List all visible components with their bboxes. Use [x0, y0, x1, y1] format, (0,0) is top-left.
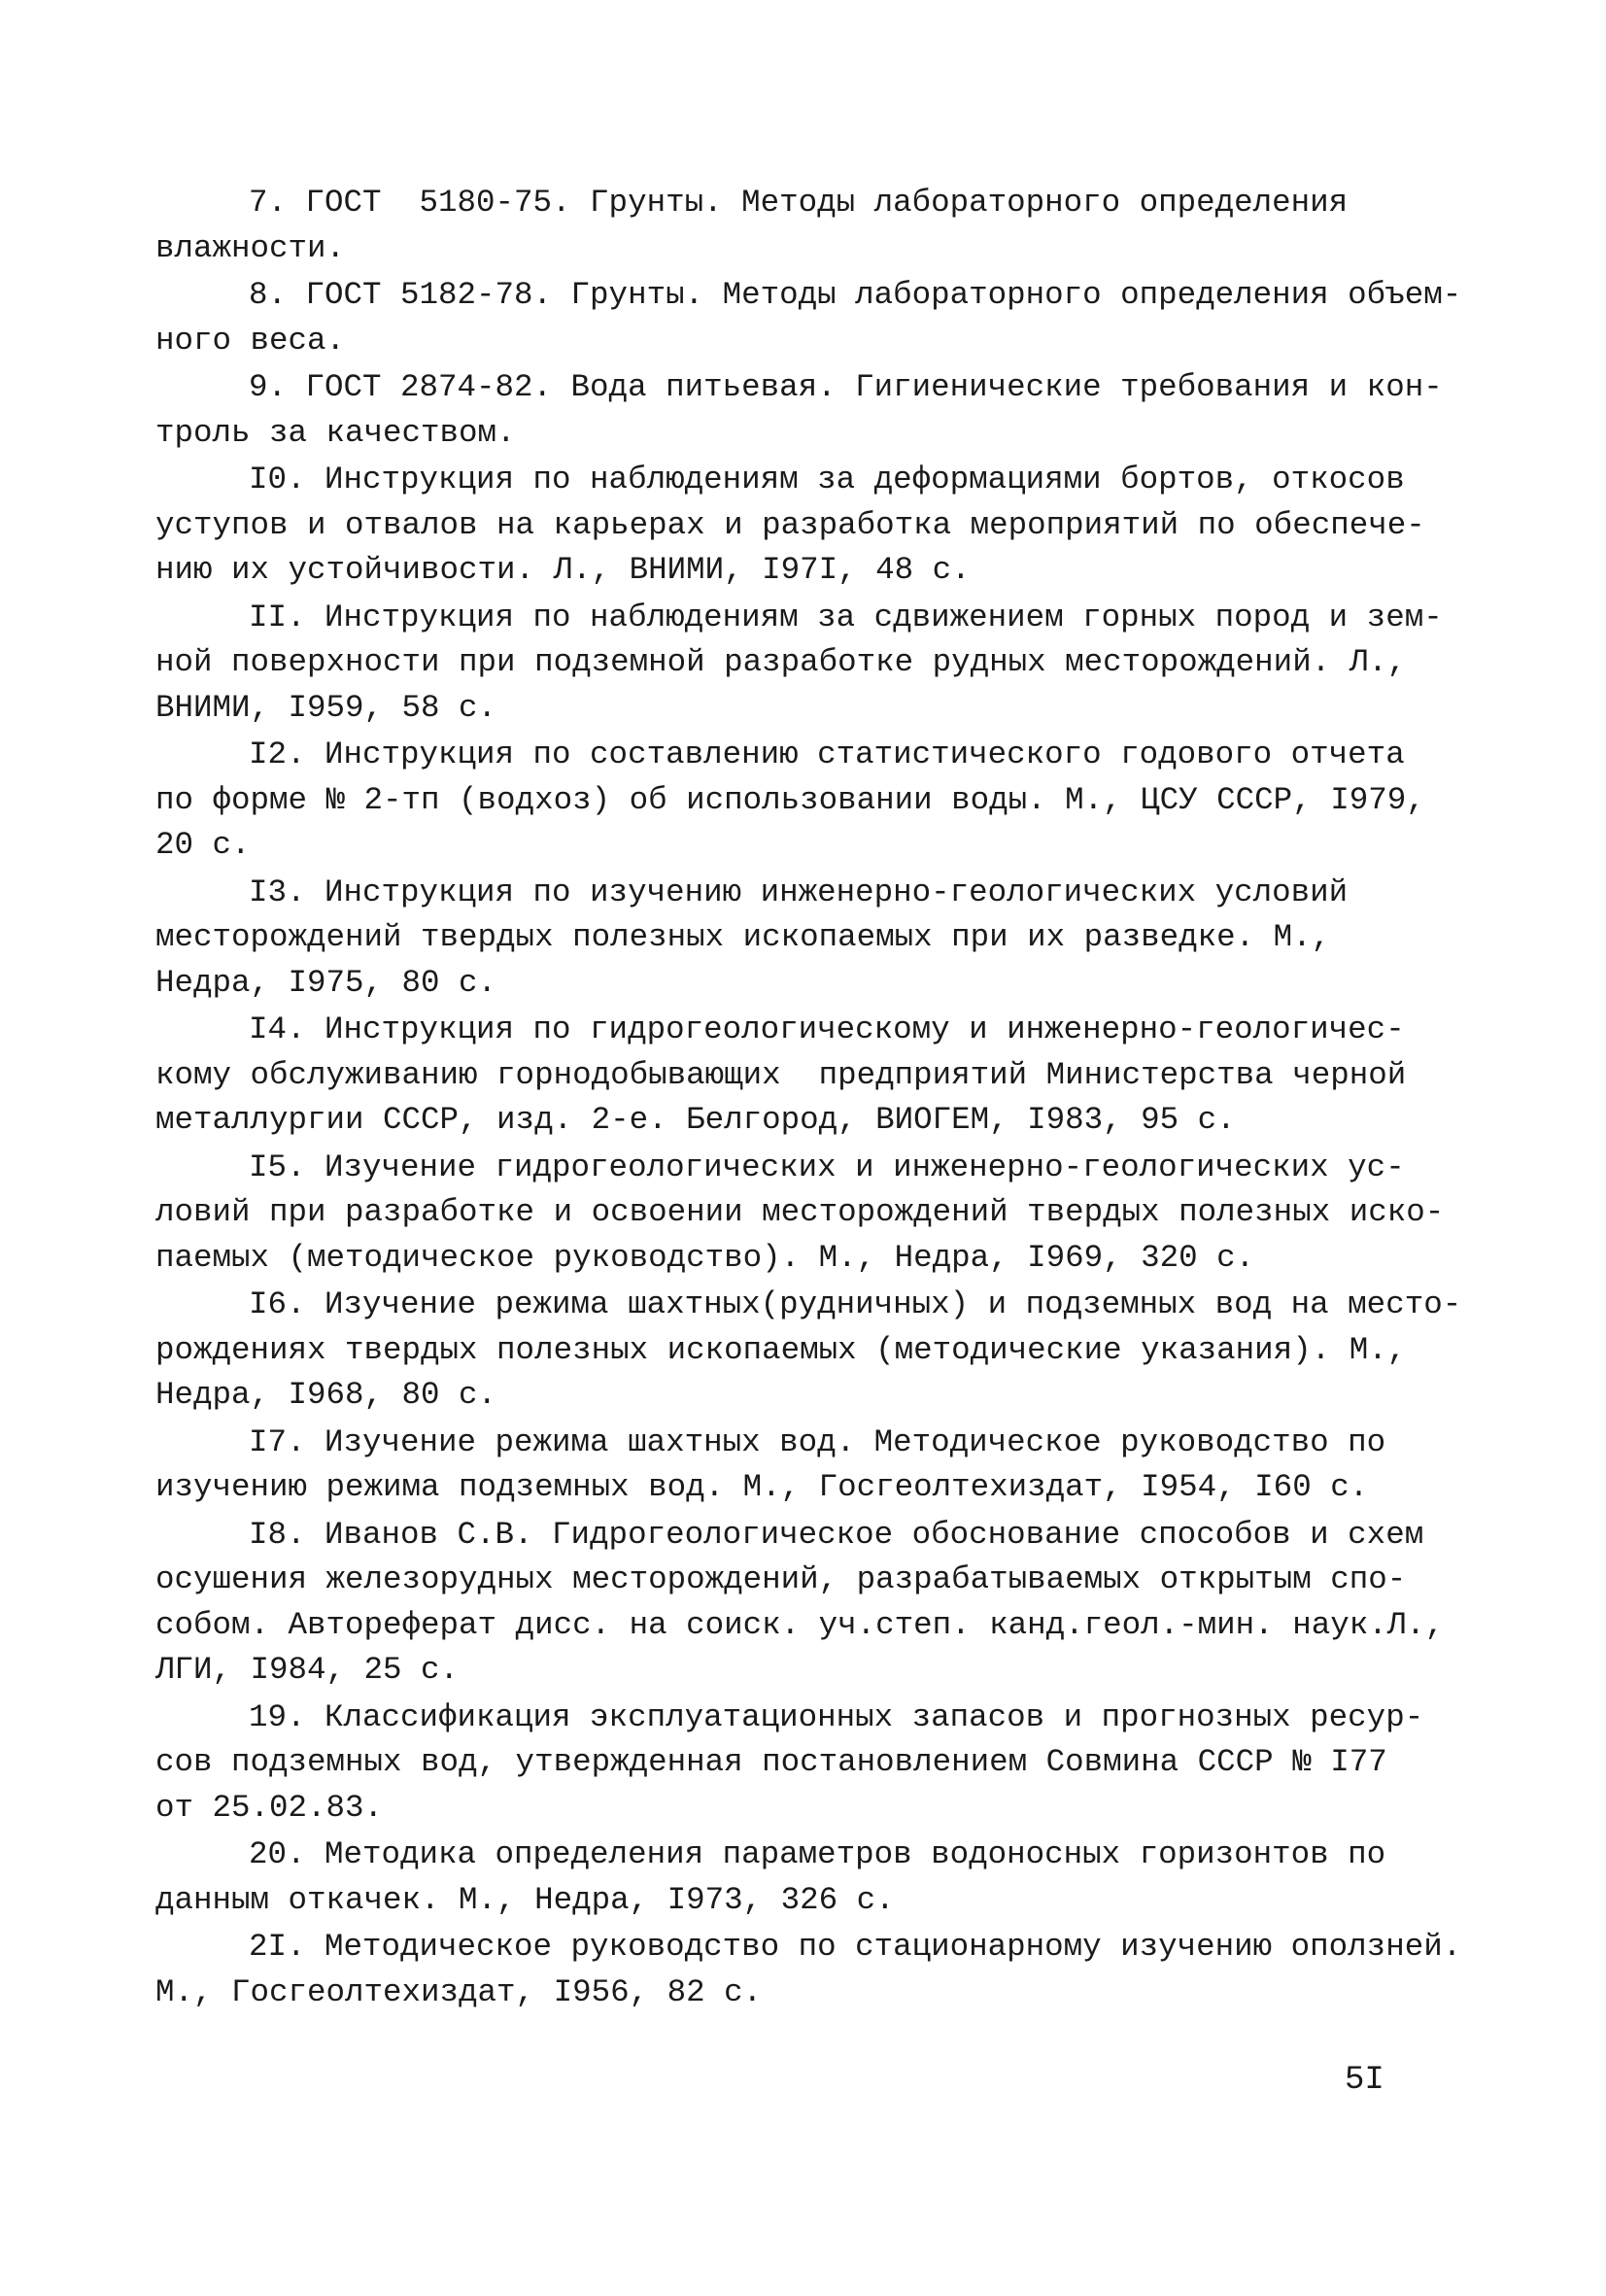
reference-line: нию их устойчивости. Л., ВНИМИ, I97I, 48 с. — [155, 552, 971, 588]
reference-line: ВНИМИ, I959, 58 с. — [155, 689, 497, 726]
reference-item-17 — [155, 1421, 1457, 1511]
reference-line: от 25.02.83. — [155, 1789, 384, 1826]
reference-line: 2I. Методическое руководство по стационарному изучению оползней. — [249, 1929, 1462, 1965]
reference-item-20 — [155, 1833, 1457, 1923]
reference-item-21 — [155, 1925, 1462, 2015]
reference-line: ной поверхности при подземной разработке рудных месторождений. Л., — [155, 644, 1407, 680]
reference-line: I0. Инструкция по наблюдениям за деформациями бортов, откосов — [249, 462, 1405, 497]
reference-line: I3. Инструкция по изучению инженерно-геологических условий — [249, 874, 1349, 910]
reference-line: I2. Инструкция по составлению статистического годового отчета — [249, 737, 1405, 772]
reference-line: I8. Иванов С.В. Гидрогеологическое обоснование способов и схем — [249, 1516, 1424, 1553]
reference-item-18 — [155, 1513, 1457, 1694]
reference-line: троль за качеством. — [155, 414, 516, 451]
reference-item-15 — [155, 1146, 1457, 1282]
reference-line: металлургии СССР, изд. 2-е. Белгород, ВИОГЕМ, I983, 95 с. — [155, 1102, 1236, 1138]
reference-item-11 — [155, 596, 1457, 732]
reference-line: М., Госгеолтехиздат, I956, 82 с. — [155, 1973, 763, 2010]
reference-line: изучению режима подземных вод. М., Госгеолтехиздат, I954, I60 с. — [155, 1469, 1369, 1505]
reference-line: собом. Автореферат дисс. на соиск. уч.степ. канд.геол.-мин. наук.Л., — [155, 1606, 1445, 1643]
reference-line: осушения железорудных месторождений, разрабатываемых открытым спо- — [155, 1561, 1407, 1597]
reference-item-8 — [155, 273, 1462, 363]
reference-line: I4. Инструкция по гидрогеологическому и инженерно-геологичес- — [249, 1011, 1405, 1047]
reference-line: II. Инструкция по наблюдениям за сдвижением горных пород и зем- — [249, 599, 1443, 635]
reference-line: 19. Классификация эксплуатационных запасов и прогнозных ресур- — [249, 1698, 1424, 1735]
reference-line: месторождений твердых полезных ископаемых при их разведке. М., — [155, 919, 1331, 955]
reference-item-7 — [155, 181, 1457, 271]
reference-item-9 — [155, 365, 1457, 456]
page-number: 5I — [1345, 2062, 1384, 2099]
reference-line: I7. Изучение режима шахтных вод. Методическое руководство по — [249, 1423, 1386, 1460]
reference-line: 9. ГОСТ 2874-82. Вода питьевая. Гигиенические требования и кон- — [249, 369, 1443, 405]
reference-line: по форме № 2-тп (водхоз) об использовании воды. М., ЦСУ СССР, I979, — [155, 781, 1425, 818]
reference-line: уступов и отвалов на карьерах и разработка мероприятий по обеспече- — [155, 506, 1425, 543]
reference-line: паемых (методическое руководство). М., Недра, I969, 320 с. — [155, 1239, 1255, 1276]
reference-line: кому обслуживанию горнодобывающих предприятий Министерства черной — [155, 1056, 1407, 1093]
reference-line: рождениях твердых полезных ископаемых (методические указания). М., — [155, 1331, 1407, 1368]
reference-line: ного веса. — [155, 322, 346, 359]
reference-line: ловий при разработке и освоении месторождений твердых полезных иско- — [155, 1194, 1445, 1230]
reference-line: 8. ГОСТ 5182-78. Грунты. Методы лабораторного определения объем- — [249, 277, 1462, 313]
reference-line: влажности. — [155, 229, 346, 266]
reference-item-13 — [155, 871, 1457, 1007]
reference-line: Недра, I968, 80 с. — [155, 1377, 497, 1413]
reference-line: 20 с. — [155, 827, 251, 863]
reference-line: 20. Методика определения параметров водоносных горизонтов по — [249, 1836, 1386, 1872]
reference-line: ЛГИ, I984, 25 с. — [155, 1652, 460, 1688]
reference-line: сов подземных вод, утвержденная постановлением Совмина СССР № I77 — [155, 1744, 1387, 1780]
reference-list — [155, 181, 1462, 2017]
reference-line: Недра, I975, 80 с. — [155, 964, 497, 1001]
reference-item-19 — [155, 1696, 1457, 1832]
reference-line: данным откачек. М., Недра, I973, 326 с. — [155, 1881, 895, 1918]
reference-line: I6. Изучение режима шахтных(рудничных) и подземных вод на место- — [249, 1286, 1462, 1322]
reference-item-16 — [155, 1283, 1462, 1419]
reference-line: 7. ГОСТ 5180-75. Грунты. Методы лабораторного определения — [249, 185, 1349, 221]
reference-item-12 — [155, 733, 1457, 869]
reference-item-14 — [155, 1008, 1457, 1144]
reference-line: I5. Изучение гидрогеологических и инженерно-геологических ус- — [249, 1148, 1405, 1185]
reference-item-10 — [155, 458, 1457, 594]
